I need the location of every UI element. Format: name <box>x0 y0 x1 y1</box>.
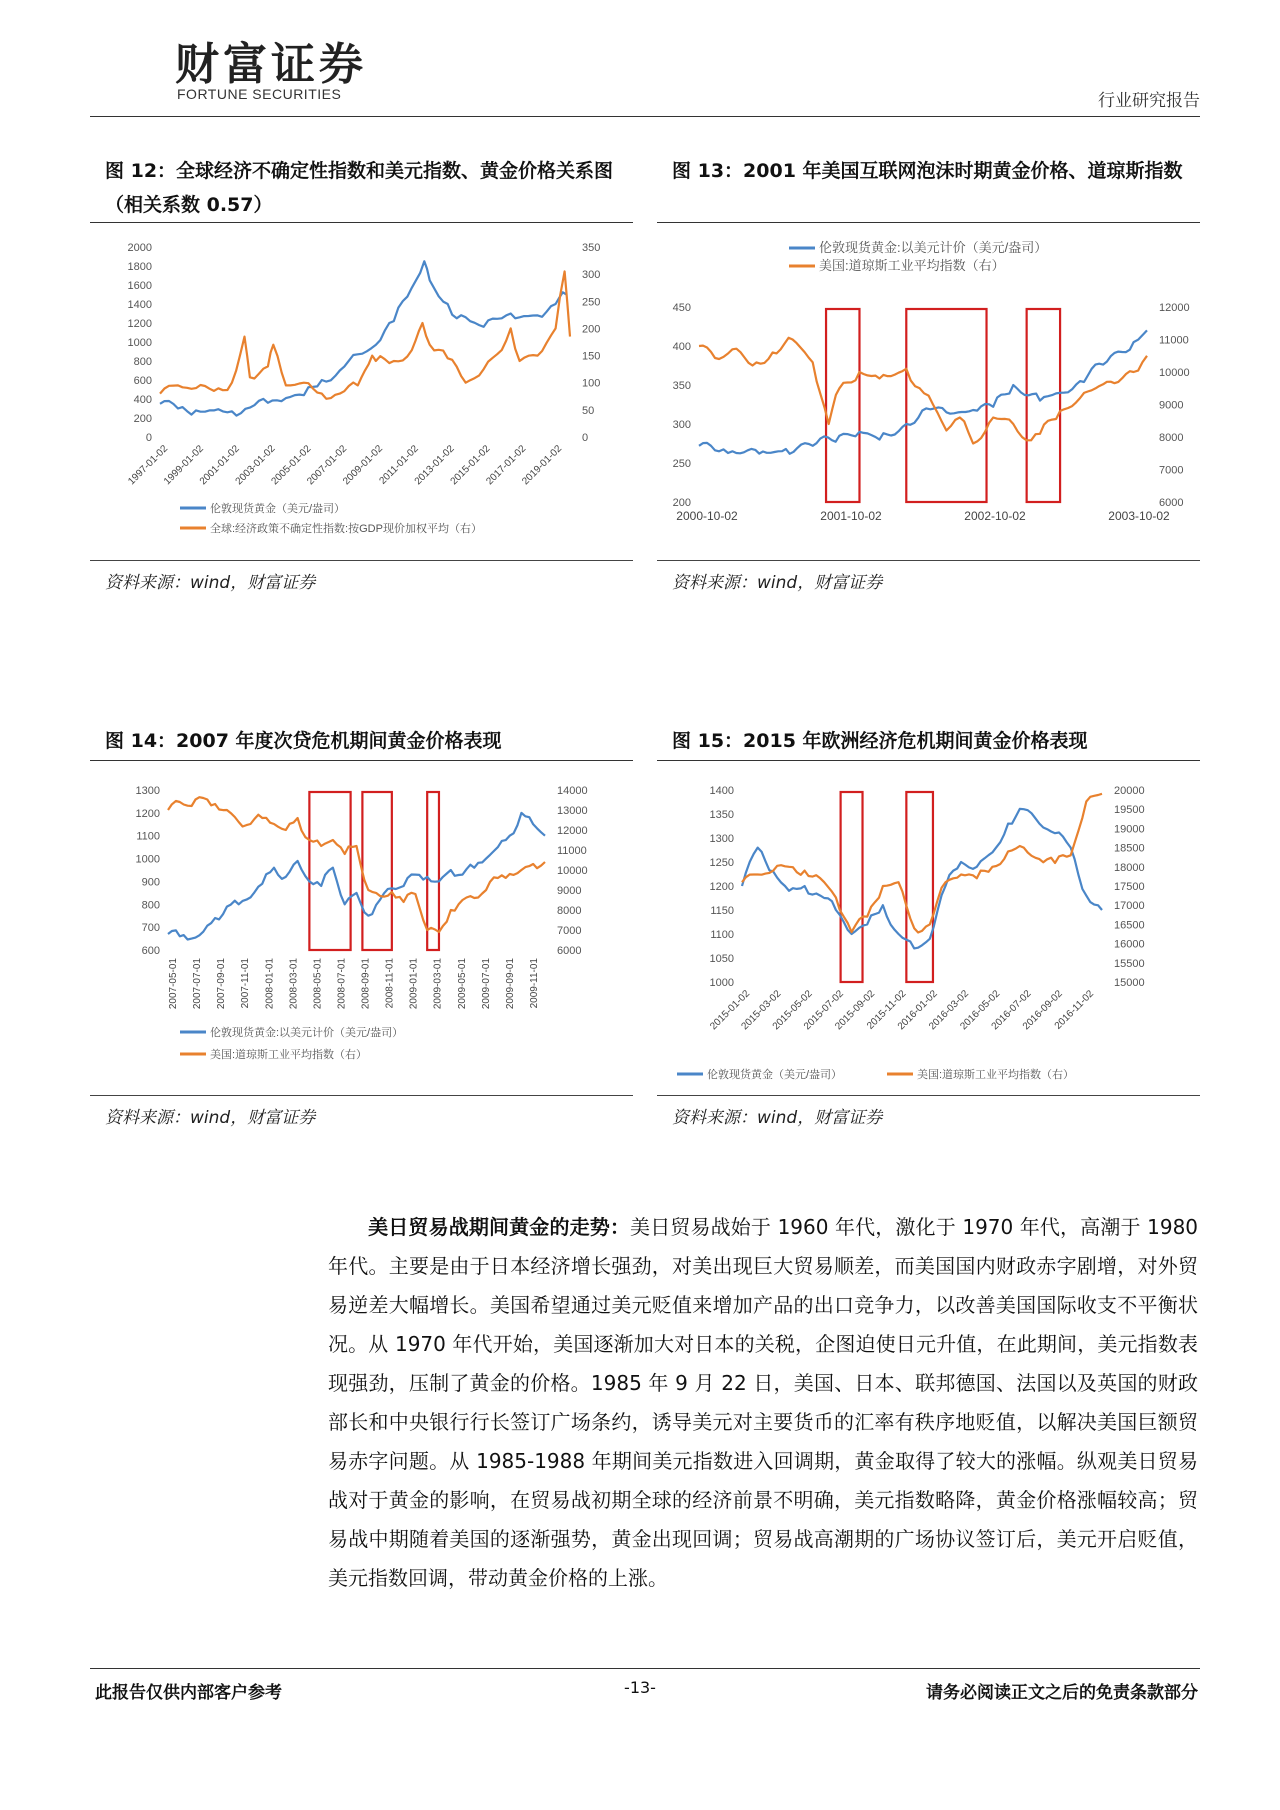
x-tick-label: 2009-03-01 <box>432 958 444 1010</box>
x-tick-label: 2003-10-02 <box>1108 509 1170 523</box>
brand-logo-cn: 财富证券 <box>175 39 367 90</box>
paragraph-lead: 美日贸易战期间黄金的走势： <box>368 1215 631 1239</box>
x-tick-label: 2017-01-02 <box>484 443 529 488</box>
y-right-tick-label: 15000 <box>1114 977 1145 989</box>
y-right-tick-label: 50 <box>582 404 595 417</box>
x-tick-label: 2009-11-01 <box>529 958 540 1009</box>
figure-14-chart <box>90 770 633 1088</box>
y-left-tick-label: 200 <box>133 413 152 425</box>
header-rule <box>90 116 1200 117</box>
x-tick-label: 2016-03-02 <box>927 988 972 1033</box>
y-right-tick-label: 13000 <box>557 805 588 817</box>
y-right-tick-label: 0 <box>582 432 589 444</box>
highlight-box <box>362 792 391 950</box>
highlight-box <box>427 792 439 950</box>
highlight-box <box>1027 309 1060 502</box>
y-right-tick-label: 100 <box>582 377 601 390</box>
y-left-tick-label: 200 <box>672 497 691 509</box>
y-left-tick-label: 1000 <box>135 853 160 866</box>
y-left-tick-label: 300 <box>672 419 691 431</box>
x-tick-label: 2001-01-02 <box>197 443 242 488</box>
legend-label: 美国:道琼斯工业平均指数（右） <box>819 258 1005 273</box>
series-line <box>699 338 1147 444</box>
x-tick-label: 2013-01-02 <box>412 443 457 488</box>
y-right-tick-label: 11000 <box>557 845 587 857</box>
x-tick-label: 2007-05-01 <box>168 958 179 1010</box>
figure-15-top-rule <box>657 760 1200 761</box>
y-left-tick-label: 1400 <box>127 299 152 311</box>
footer-disclaimer-right: 请务必阅读正文之后的免责条款部分 <box>926 1683 1198 1703</box>
figure-15-bottom-rule <box>657 1095 1200 1096</box>
y-right-tick-label: 6000 <box>557 945 582 957</box>
figure-13-source: 资料来源：wind，财富证券 <box>672 573 883 593</box>
series-line <box>742 809 1102 949</box>
x-tick-label: 2000-10-02 <box>676 509 738 523</box>
x-tick-label: 2015-03-02 <box>739 988 784 1033</box>
y-left-tick-label: 1350 <box>709 809 734 821</box>
y-left-tick-label: 1000 <box>709 977 734 989</box>
y-right-tick-label: 20000 <box>1114 785 1145 797</box>
x-tick-label: 2016-01-02 <box>895 988 940 1033</box>
legend-label: 伦敦现货黄金（美元/盎司） <box>210 503 346 515</box>
y-left-tick-label: 1150 <box>710 905 734 917</box>
x-tick-label: 2009-01-02 <box>341 443 386 488</box>
footer-disclaimer-left: 此报告仅供内部客户参考 <box>95 1683 282 1703</box>
y-right-tick-label: 8000 <box>1159 432 1184 444</box>
x-tick-label: 2007-09-01 <box>216 958 228 1010</box>
x-tick-label: 2015-05-02 <box>770 988 815 1033</box>
y-right-tick-label: 19500 <box>1114 804 1145 817</box>
y-right-tick-label: 9000 <box>1159 399 1184 412</box>
y-right-tick-label: 10000 <box>557 865 588 877</box>
y-left-tick-label: 900 <box>141 876 160 889</box>
figure-14-top-rule <box>90 760 633 761</box>
legend-label: 美国:道琼斯工业平均指数（右） <box>917 1069 1075 1081</box>
y-left-tick-label: 1200 <box>127 318 152 330</box>
y-right-tick-label: 150 <box>582 350 601 363</box>
x-tick-label: 2008-09-01 <box>360 958 372 1010</box>
y-right-tick-label: 15500 <box>1114 957 1145 970</box>
y-left-tick-label: 1300 <box>709 833 734 845</box>
brand-logo-en: FORTUNE SECURITIES <box>177 86 342 102</box>
legend-label: 伦敦现货黄金（美元/盎司） <box>707 1069 843 1081</box>
figure-15-title: 图 15：2015 年欧洲经济危机期间黄金价格表现 <box>672 730 1088 752</box>
y-left-tick-label: 1250 <box>709 857 734 869</box>
x-tick-label: 1999-01-02 <box>161 443 206 488</box>
y-left-tick-label: 1600 <box>127 280 152 292</box>
x-tick-label: 2002-10-02 <box>964 509 1026 523</box>
figure-14-bottom-rule <box>90 1095 633 1096</box>
y-left-tick-label: 800 <box>133 356 152 368</box>
y-right-tick-label: 12000 <box>557 825 588 837</box>
y-left-tick-label: 1200 <box>135 807 160 820</box>
x-tick-label: 1997-01-02 <box>126 443 171 488</box>
x-tick-label: 2003-01-02 <box>233 443 278 488</box>
figure-13-bottom-rule <box>657 560 1200 561</box>
y-right-tick-label: 9000 <box>557 885 582 897</box>
figure-13-top-rule <box>657 222 1200 223</box>
figure-13-title: 图 13：2001 年美国互联网泡沫时期黄金价格、道琼斯指数 <box>672 160 1183 182</box>
y-right-tick-label: 19000 <box>1114 823 1145 836</box>
x-tick-label: 2007-07-01 <box>192 958 204 1010</box>
y-right-tick-label: 8000 <box>557 905 582 917</box>
highlight-box <box>906 792 933 982</box>
x-tick-label: 2015-01-02 <box>708 988 753 1033</box>
legend-label: 美国:道琼斯工业平均指数（右） <box>210 1049 368 1061</box>
y-left-tick-label: 1000 <box>127 337 152 349</box>
y-left-tick-label: 1300 <box>135 785 160 797</box>
x-tick-label: 2016-07-02 <box>989 988 1034 1033</box>
x-tick-label: 2009-01-01 <box>408 958 420 1010</box>
y-right-tick-label: 17000 <box>1114 900 1145 913</box>
y-left-tick-label: 400 <box>133 394 152 406</box>
series-line <box>168 813 545 940</box>
y-right-tick-label: 18500 <box>1114 842 1145 855</box>
figure-12-bottom-rule <box>90 560 633 561</box>
y-right-tick-label: 11000 <box>1159 334 1189 347</box>
highlight-box <box>841 792 863 982</box>
x-tick-label: 2005-01-02 <box>269 443 314 488</box>
y-left-tick-label: 1800 <box>127 261 152 273</box>
paragraph-body: 美日贸易战始于 1960 年代，激化于 1970 年代，高潮于 1980 年代。主要是由于日本经济增长强劲，对美出现巨大贸易顺差，而美国国内财政赤字剧增，对外贸易逆差大幅增长。美国希望通过美元贬值来增加产品的出口竞争力，以改善美国国际收支不平衡状况。从 1970 年代开始，美国逐渐加大对日本的关税，企图迫使日元升值，在此期间，美元指数表现强劲，压制了黄金的价格。1985 年 9 月 22 日，美国、日本、联邦德国、法国以及英国的财政部长和中央银行行长签订广场条约，诱导美元对主要货币的汇率有秩序地贬值，以解决美国巨额贸易赤字问题。从 1985-1988 年期间美元指数进入回调期，黄金取得了较大的涨幅。纵观美日贸易战对于黄金的影响，在贸易战初期全球的经济前景不明确，美元指数略降，黄金价格涨幅较高；贸易战中期随着美国的逐渐强势，黄金出现回调；贸易战高潮期的广场协议签订后，美元开启贬值，美元指数回调，带动黄金价格的上涨。 <box>328 1215 1199 1590</box>
body-paragraph <box>328 1208 1198 1598</box>
y-right-tick-label: 17500 <box>1114 881 1145 893</box>
x-tick-label: 2016-11-02 <box>1052 988 1097 1032</box>
x-tick-label: 2008-07-01 <box>336 958 348 1010</box>
y-right-tick-label: 200 <box>582 323 601 336</box>
x-tick-label: 2001-10-02 <box>820 509 882 523</box>
y-right-tick-label: 18000 <box>1114 861 1145 874</box>
x-tick-label: 2009-05-01 <box>456 958 468 1010</box>
y-right-tick-label: 7000 <box>557 925 582 937</box>
y-left-tick-label: 1400 <box>709 785 734 797</box>
y-right-tick-label: 10000 <box>1159 367 1190 379</box>
y-left-tick-label: 350 <box>672 380 691 392</box>
figure-12-chart <box>90 232 633 550</box>
x-tick-label: 2015-09-02 <box>833 988 878 1033</box>
x-tick-label: 2015-01-02 <box>448 443 493 488</box>
x-tick-label: 2016-09-02 <box>1020 988 1065 1033</box>
series-line <box>160 271 570 398</box>
y-right-tick-label: 14000 <box>557 785 588 797</box>
footer-rule <box>90 1668 1200 1669</box>
y-right-tick-label: 6000 <box>1159 497 1184 509</box>
y-left-tick-label: 800 <box>141 899 160 912</box>
x-tick-label: 2009-09-01 <box>504 958 516 1010</box>
legend-label: 伦敦现货黄金:以美元计价（美元/盎司） <box>210 1027 404 1039</box>
y-right-tick-label: 16500 <box>1114 919 1145 932</box>
y-left-tick-label: 250 <box>672 458 691 470</box>
figure-12-title: 图 12：全球经济不确定性指数和美元指数、黄金价格关系图（相关系数 0.57） <box>105 160 614 216</box>
figure-14-source: 资料来源：wind，财富证券 <box>105 1108 316 1128</box>
y-left-tick-label: 450 <box>672 302 691 314</box>
y-left-tick-label: 700 <box>141 922 160 935</box>
figure-14-title: 图 14：2007 年度次贷危机期间黄金价格表现 <box>105 730 502 752</box>
y-left-tick-label: 600 <box>141 945 160 957</box>
x-tick-label: 2008-11-01 <box>384 958 396 1009</box>
highlight-box <box>826 309 859 502</box>
y-right-tick-label: 250 <box>582 296 601 309</box>
page-number: -13- <box>624 1678 656 1697</box>
y-left-tick-label: 1200 <box>709 881 734 893</box>
y-left-tick-label: 400 <box>672 341 691 353</box>
x-tick-label: 2008-03-01 <box>288 958 300 1010</box>
y-left-tick-label: 1050 <box>709 953 734 965</box>
y-right-tick-label: 16000 <box>1114 938 1145 951</box>
y-right-tick-label: 300 <box>582 269 601 282</box>
series-line <box>742 794 1102 933</box>
highlight-box <box>906 309 986 502</box>
figure-12-top-rule <box>90 222 633 223</box>
series-line <box>160 261 566 415</box>
figure-12-source: 资料来源：wind，财富证券 <box>105 573 316 593</box>
x-tick-label: 2008-01-01 <box>264 958 276 1010</box>
x-tick-label: 2019-01-02 <box>520 443 565 488</box>
y-right-tick-label: 12000 <box>1159 302 1190 314</box>
x-tick-label: 2011-01-02 <box>377 443 421 487</box>
legend-label: 伦敦现货黄金:以美元计价（美元/盎司） <box>819 240 1048 255</box>
x-tick-label: 2015-07-02 <box>801 988 846 1033</box>
report-type: 行业研究报告 <box>1098 91 1200 111</box>
y-left-tick-label: 2000 <box>127 242 152 254</box>
x-tick-label: 2007-11-01 <box>240 958 252 1009</box>
figure-13-chart <box>657 232 1200 550</box>
x-tick-label: 2008-05-01 <box>312 958 324 1010</box>
y-left-tick-label: 0 <box>145 432 152 444</box>
x-tick-label: 2015-11-02 <box>865 988 909 1032</box>
x-tick-label: 2009-07-01 <box>480 958 492 1010</box>
x-tick-label: 2016-05-02 <box>958 988 1003 1033</box>
figure-15-chart <box>657 770 1200 1088</box>
y-left-tick-label: 1100 <box>136 830 160 843</box>
figure-15-source: 资料来源：wind，财富证券 <box>672 1108 883 1128</box>
y-right-tick-label: 350 <box>582 242 601 254</box>
y-left-tick-label: 1100 <box>710 929 734 941</box>
y-right-tick-label: 7000 <box>1159 464 1184 477</box>
legend-label: 全球:经济政策不确定性指数:按GDP现价加权平均（右） <box>210 523 482 535</box>
x-tick-label: 2007-01-02 <box>305 443 350 488</box>
y-left-tick-label: 600 <box>133 375 152 387</box>
